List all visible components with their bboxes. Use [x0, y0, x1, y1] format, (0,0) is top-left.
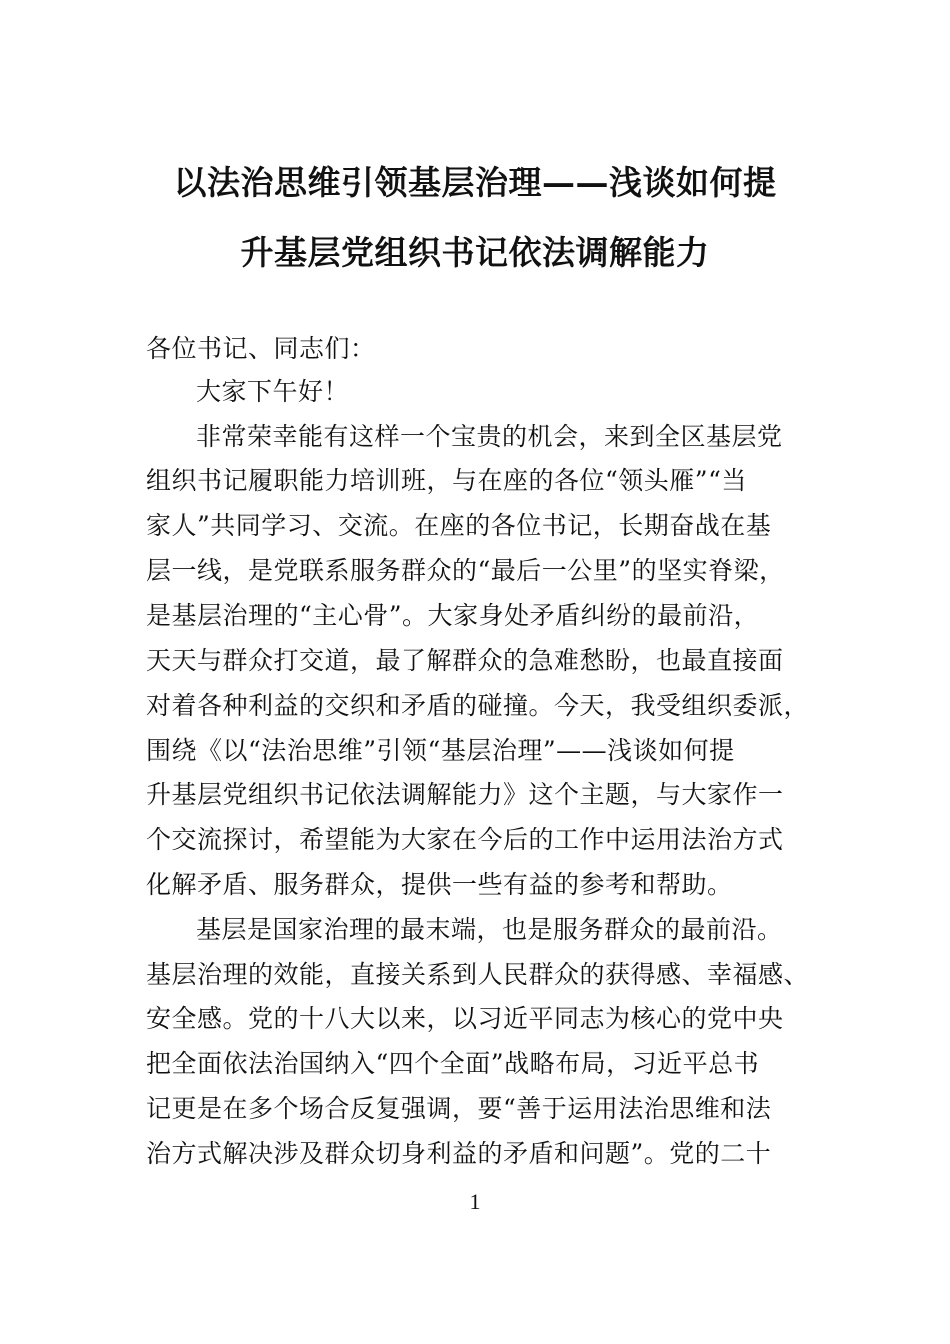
- document-title-line-2: 升基层党组织书记依法调解能力: [240, 233, 710, 272]
- paragraph-1-line: 组织书记履职能力培训班，与在座的各位“领头雁”“当: [146, 466, 747, 495]
- paragraph-1-line: 非常荣幸能有这样一个宝贵的机会，来到全区基层党: [196, 422, 783, 451]
- paragraph-2-line: 把全面依法治国纳入“四个全面”战略布局，习近平总书: [146, 1049, 760, 1078]
- document-title-line-1: 以法治思维引领基层治理——浅谈如何提: [173, 163, 777, 202]
- paragraph-1-line: 层一线，是党联系服务群众的“最后一公里”的坚实脊梁，: [146, 556, 785, 585]
- paragraph-2-line: 基层治理的效能，直接关系到人民群众的获得感、幸福感、: [146, 960, 810, 989]
- paragraph-2-line: 安全感。党的十八大以来，以习近平同志为核心的党中央: [146, 1004, 784, 1033]
- paragraph-2-line: 记更是在多个场合反复强调，要“善于运用法治思维和法: [146, 1094, 772, 1123]
- paragraph-1-line: 是基层治理的“主心骨”。大家身处矛盾纠纷的最前沿，: [146, 601, 760, 630]
- paragraph-1-line: 化解矛盾、服务群众，提供一些有益的参考和帮助。: [146, 870, 733, 899]
- salutation: 各位书记、同志们：: [146, 334, 376, 363]
- paragraph-1-line: 家人”共同学习、交流。在座的各位书记，长期奋战在基: [146, 511, 772, 540]
- paragraph-2-line: 基层是国家治理的最末端，也是服务群众的最前沿。: [196, 915, 783, 944]
- greeting: 大家下午好！: [196, 377, 350, 406]
- paragraph-1-line: 天天与群众打交道，最了解群众的急难愁盼，也最直接面: [146, 646, 784, 675]
- paragraph-1-line: 对着各种利益的交织和矛盾的碰撞。今天，我受组织委派，: [146, 691, 810, 720]
- paragraph-1-line: 个交流探讨，希望能为大家在今后的工作中运用法治方式: [146, 825, 784, 854]
- page-number: 1: [469, 1189, 481, 1214]
- paragraph-1-line: 升基层党组织书记依法调解能力》这个主题，与大家作一: [146, 780, 784, 809]
- paragraph-2-line: 治方式解决涉及群众切身利益的矛盾和问题”。党的二十: [146, 1139, 772, 1168]
- paragraph-1-line: 围绕《以“法治思维”引领“基层治理”——浅谈如何提: [146, 736, 735, 765]
